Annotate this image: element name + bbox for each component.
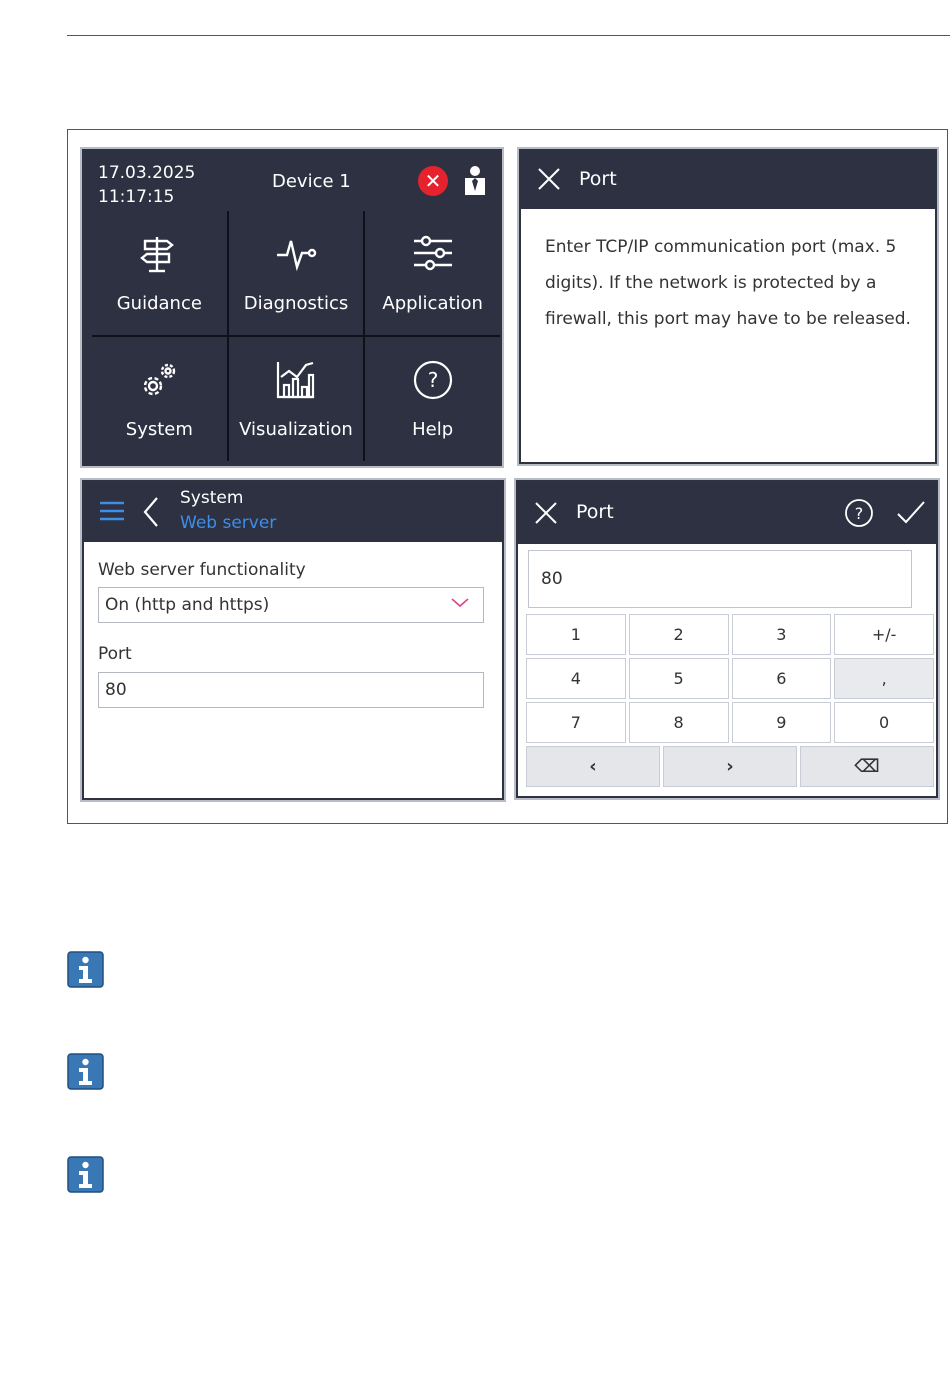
- date-text: 17.03.2025: [98, 163, 196, 183]
- page-top-rule: [67, 35, 950, 36]
- tile-label: Application: [382, 293, 483, 314]
- numeric-keypad: [526, 614, 934, 790]
- web-server-functionality-label: Web server functionality: [98, 560, 306, 580]
- key-3[interactable]: 3: [732, 614, 832, 655]
- info-icon: [67, 1053, 104, 1090]
- svg-text:?: ?: [854, 504, 864, 523]
- signpost-icon: [139, 233, 179, 273]
- info-icon: [67, 951, 104, 988]
- key-comma: ,: [834, 658, 934, 699]
- help-icon[interactable]: [844, 498, 874, 528]
- port-value-display[interactable]: 80: [528, 550, 912, 608]
- key-8[interactable]: 8: [629, 702, 729, 743]
- close-icon[interactable]: [537, 167, 561, 191]
- port-help-header: [521, 151, 935, 209]
- home-header: [84, 151, 500, 211]
- cursor-left-key[interactable]: ‹: [526, 746, 660, 787]
- svg-text:?: ?: [427, 368, 438, 392]
- key-1[interactable]: 1: [526, 614, 626, 655]
- web-server-panel: [82, 480, 504, 800]
- select-value: On (http and https): [105, 595, 270, 615]
- datetime: [98, 161, 195, 209]
- port-help-panel: [519, 149, 937, 464]
- error-x-icon[interactable]: ✕: [418, 166, 448, 196]
- key-7[interactable]: 7: [526, 702, 626, 743]
- key-9[interactable]: 9: [732, 702, 832, 743]
- tile-label: Visualization: [239, 419, 353, 440]
- chevron-down-icon: [449, 592, 471, 614]
- port-help-text: Enter TCP/IP communication port (max. 5 digits). If the network is protected by a firewall, this port may have to be released.: [545, 237, 911, 329]
- time-text: 11:17:15: [98, 187, 175, 207]
- user-icon[interactable]: [464, 165, 486, 195]
- tile-diagnostics[interactable]: [229, 211, 364, 335]
- port-input[interactable]: 80: [98, 672, 484, 708]
- tile-visualization[interactable]: [229, 337, 364, 461]
- gears-icon: [138, 359, 180, 401]
- port-keypad-panel: [516, 480, 938, 798]
- port-help-title: Port: [579, 168, 617, 190]
- sliders-icon: [412, 233, 454, 273]
- key-0[interactable]: 0: [834, 702, 934, 743]
- web-server-header: [84, 482, 502, 542]
- port-label: Port: [98, 644, 132, 664]
- chart-icon: [275, 359, 317, 401]
- tile-application[interactable]: [365, 211, 500, 335]
- hamburger-menu-icon[interactable]: [100, 500, 124, 522]
- tile-help[interactable]: [365, 337, 500, 461]
- key-2[interactable]: 2: [629, 614, 729, 655]
- backspace-key[interactable]: ⌫: [800, 746, 934, 787]
- key-6[interactable]: 6: [732, 658, 832, 699]
- breadcrumb-current: Web server: [180, 513, 277, 533]
- home-menu-grid: [92, 211, 500, 461]
- key-5[interactable]: 5: [629, 658, 729, 699]
- key-plus-minus[interactable]: +/-: [834, 614, 934, 655]
- tile-label: Diagnostics: [243, 293, 349, 314]
- key-4[interactable]: 4: [526, 658, 626, 699]
- home-screen-panel: [82, 149, 502, 466]
- close-icon[interactable]: [534, 501, 558, 525]
- info-icon: [67, 1156, 104, 1193]
- cursor-right-key[interactable]: ›: [663, 746, 797, 787]
- tile-label: Help: [412, 419, 454, 440]
- confirm-check-icon[interactable]: [896, 498, 926, 528]
- breadcrumb-parent[interactable]: System: [180, 488, 244, 508]
- web-server-functionality-select[interactable]: [98, 587, 484, 623]
- pulse-icon: [275, 233, 317, 273]
- tile-label: Guidance: [116, 293, 202, 314]
- port-keypad-title: Port: [576, 501, 614, 523]
- question-icon: [412, 359, 454, 401]
- device-name: Device 1: [272, 171, 351, 192]
- tile-system[interactable]: [92, 337, 227, 461]
- tile-label: System: [125, 419, 193, 440]
- tile-guidance[interactable]: [92, 211, 227, 335]
- back-chevron-icon[interactable]: [142, 496, 160, 528]
- port-keypad-header: [518, 482, 936, 544]
